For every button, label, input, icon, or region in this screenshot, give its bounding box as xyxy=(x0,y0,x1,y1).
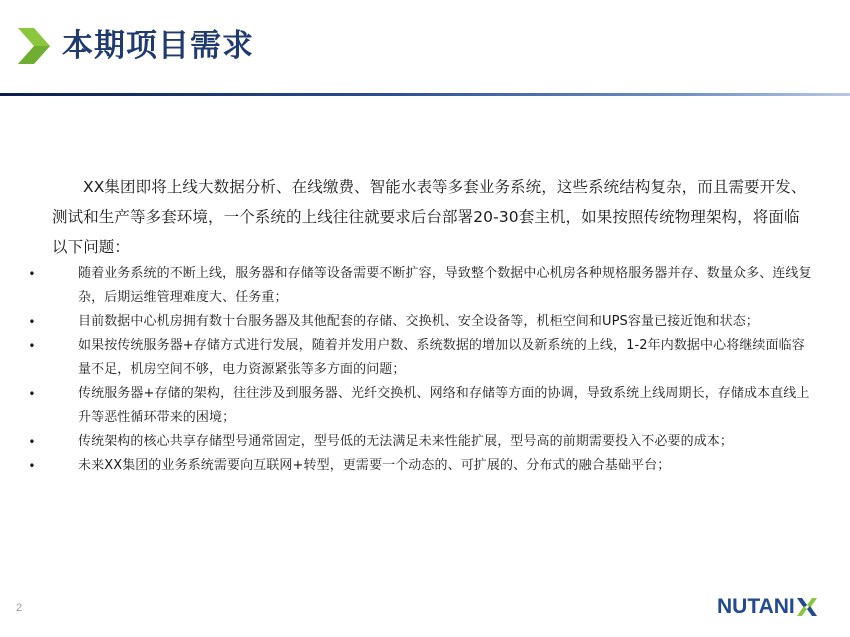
bullet-icon: • xyxy=(28,387,36,401)
page-title: 本期项目需求 xyxy=(62,28,254,64)
logo-x-icon xyxy=(796,597,818,617)
bullet-icon: • xyxy=(28,459,36,473)
bullet-icon: • xyxy=(28,315,36,329)
bullet-text: 未来XX集团的业务系统需要向互联网+转型，更需要一个动态的、可扩展的、分布式的融合基础平台； xyxy=(78,458,671,473)
list-item xyxy=(28,334,812,382)
page-number: 2 xyxy=(16,602,23,614)
list-item xyxy=(28,310,812,334)
logo-wordmark: NUTANI xyxy=(717,595,795,618)
bullet-text: 随着业务系统的不断上线，服务器和存储等设备需要不断扩容，导致整个数据中心机房各种规格服务器并存、数量众多、连线复杂，后期运维管理难度大、任务重； xyxy=(78,266,812,305)
intro-paragraph: XX集团即将上线大数据分析、在线缴费、智能水表等多套业务系统，这些系统结构复杂，而且需要开发、测试和生产等多套环境，一个系统的上线往往就要求后台部署20-30套主机，如果按照传统物理架构，将面临以下问题： xyxy=(52,178,807,256)
list-item xyxy=(28,382,812,430)
title-divider xyxy=(0,93,850,96)
bullet-list xyxy=(28,262,812,478)
list-item xyxy=(28,262,812,310)
list-item xyxy=(28,430,812,454)
bullet-icon: • xyxy=(28,435,36,449)
list-item xyxy=(28,454,812,478)
bullet-text: 传统架构的核心共享存储型号通常固定，型号低的无法满足未来性能扩展，型号高的前期需要投入不必要的成本； xyxy=(78,434,734,449)
nutanix-logo xyxy=(717,596,818,618)
bullet-text: 如果按传统服务器+存储方式进行发展，随着并发用户数、系统数据的增加以及新系统的上线，1-2年内数据中心将继续面临容量不足，机房空间不够，电力资源紧张等多方面的问题； xyxy=(78,338,805,377)
bullet-icon: • xyxy=(28,339,36,353)
bullet-text: 传统服务器+存储的架构，往往涉及到服务器、光纤交换机、网络和存储等方面的协调，导致系统上线周期长，存储成本直线上升等恶性循环带来的困境； xyxy=(78,386,810,425)
chevron-right-icon xyxy=(14,24,54,68)
bullet-text: 目前数据中心机房拥有数十台服务器及其他配套的存储、交换机、安全设备等，机柜空间和UPS容量已接近饱和状态； xyxy=(78,314,759,329)
bullet-icon: • xyxy=(28,267,36,281)
slide-content xyxy=(28,172,812,478)
